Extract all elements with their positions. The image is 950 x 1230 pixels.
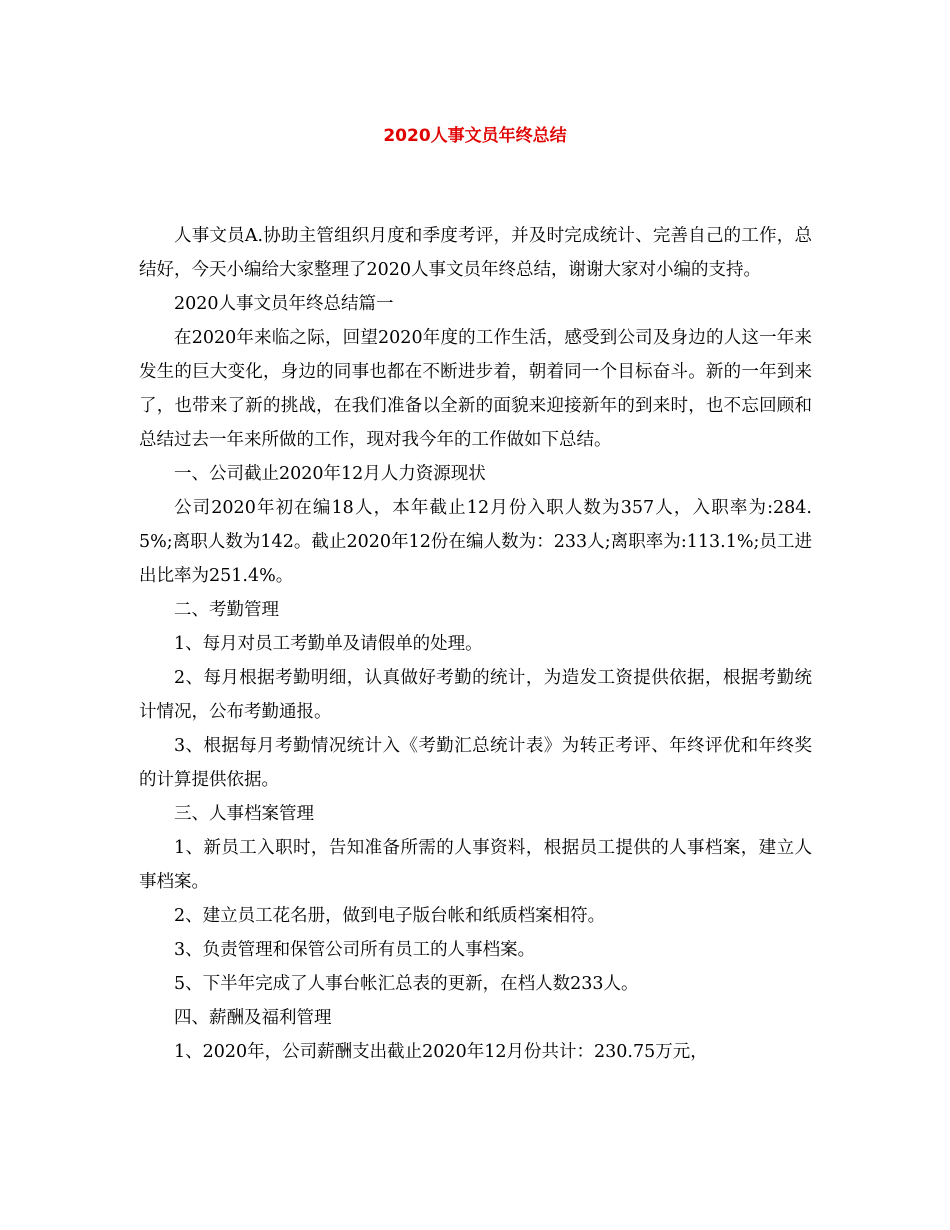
- list-item: 1、2020年，公司薪酬支出截止2020年12月份共计：230.75万元，: [174, 1042, 708, 1062]
- section-heading: 四、薪酬及福利管理: [174, 1008, 332, 1028]
- document-body: [139, 219, 812, 1069]
- list-item: 1、新员工入职时，告知准备所需的人事资料，根据员工提供的人事档案，建立人事档案。: [139, 838, 812, 892]
- list-item: 5、下半年完成了人事台帐汇总表的更新，在档人数233人。: [174, 974, 639, 994]
- list-item: 1、每月对员工考勤单及请假单的处理。: [174, 634, 483, 654]
- list-item: 2、每月根据考勤明细，认真做好考勤的统计，为造发工资提供依据，根据考勤统计情况，公布考勤通报。: [139, 668, 812, 722]
- list-item: 3、根据每月考勤情况统计入《考勤汇总统计表》为转正考评、年终评优和年终奖的计算提供依据。: [139, 736, 812, 790]
- paragraph-intro: 人事文员A.协助主管组织月度和季度考评，并及时完成统计、完善自己的工作，总结好，今天小编给大家整理了2020人事文员年终总结，谢谢大家对小编的支持。: [139, 226, 812, 280]
- section-heading: 2020人事文员年终总结篇一: [174, 294, 394, 314]
- section-heading: 一、公司截止2020年12月人力资源现状: [174, 464, 486, 484]
- paragraph: 公司2020年初在编18人，本年截止12月份入职人数为357人，入职率为:284.5%;离职人数为142。截止2020年12份在编人数为：233人;离职率为:113.1%;员工进出比率为251.4%。: [139, 498, 812, 586]
- paragraph: 在2020年来临之际，回望2020年度的工作生活，感受到公司及身边的人这一年来发生的巨大变化，身边的同事也都在不断进步着，朝着同一个目标奋斗。新的一年到来了，也带来了新的挑战，在我们准备以全新的面貌来迎接新年的到来时，也不忘回顾和总结过去一年来所做的工作，现对我今年的工作做如下总结。: [139, 328, 812, 450]
- list-item: 2、建立员工花名册，做到电子版台帐和纸质档案相符。: [174, 906, 606, 926]
- section-heading: 三、人事档案管理: [174, 804, 314, 824]
- document-title: 2020人事文员年终总结: [383, 126, 567, 146]
- section-heading: 二、考勤管理: [174, 600, 279, 620]
- list-item: 3、负责管理和保管公司所有员工的人事档案。: [174, 940, 536, 960]
